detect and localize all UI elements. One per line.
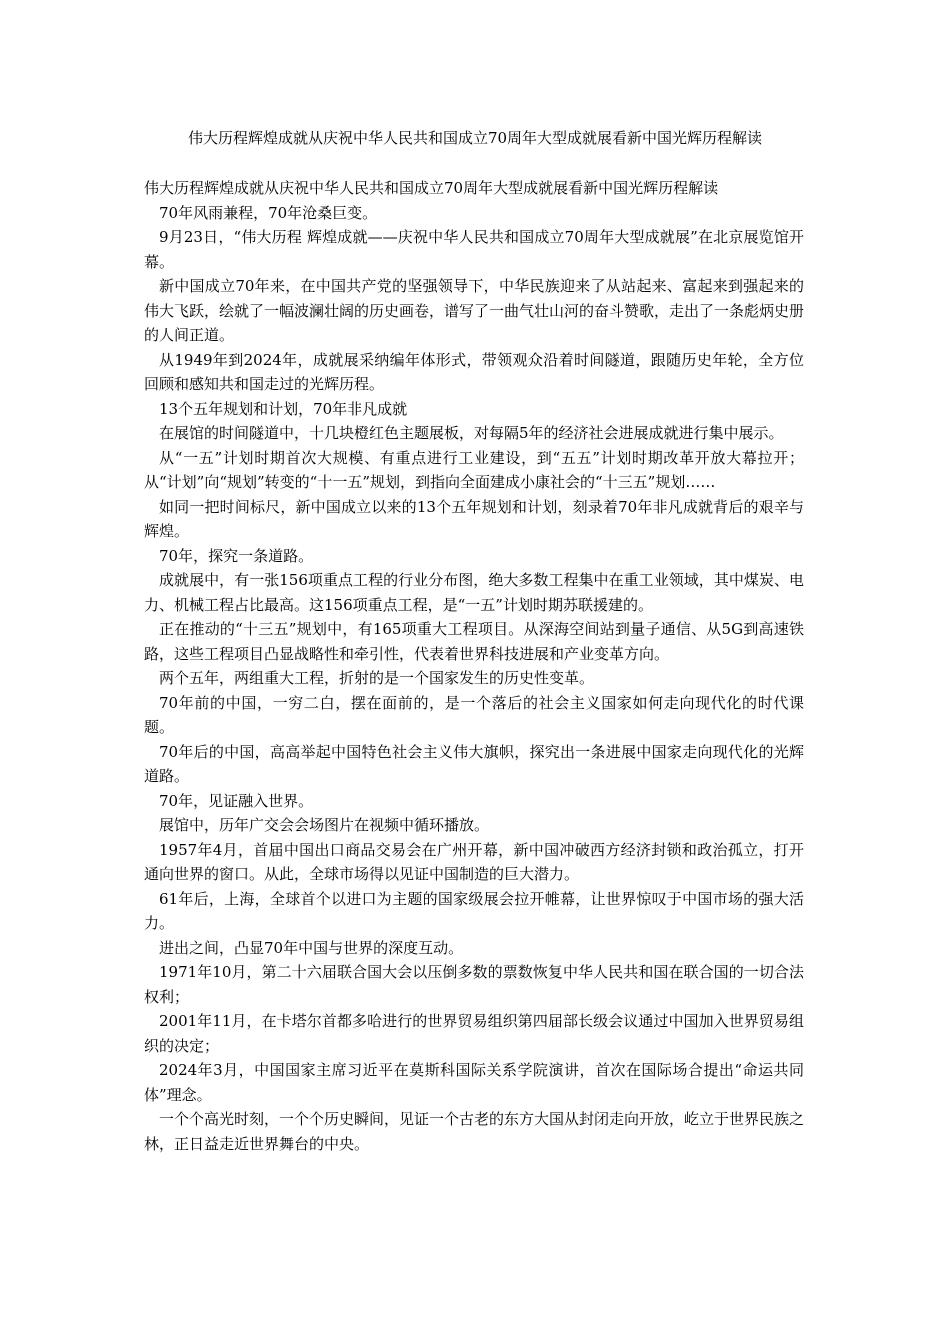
paragraph: 成就展中，有一张156项重点工程的行业分布图，绝大多数工程集中在重工业领域，其中煤炭、电力、机械工程占比最高。这156项重点工程，是“一五”计划时期苏联援建的。 — [144, 571, 804, 614]
paragraph: 进出之间，凸显70年中国与世界的深度互动。 — [159, 938, 464, 957]
paragraph: 2001年11月，在卡塔尔首都多哈进行的世界贸易组织第四届部长级会议通过中国加入世界贸易组织的决定； — [144, 1012, 804, 1055]
document-body — [144, 176, 804, 1156]
paragraph: 从1949年到2024年，成就展采纳编年体形式，带领观众沿着时间隧道，跟随历史年轮，全方位回顾和感知共和国走过的光辉历程。 — [144, 350, 804, 393]
paragraph: 70年，见证融入世界。 — [159, 791, 314, 810]
paragraph: 1971年10月，第二十六届联合国大会以压倒多数的票数恢复中华人民共和国在联合国的一切合法权利； — [144, 963, 804, 1006]
paragraph: 70年，探究一条道路。 — [159, 546, 314, 565]
paragraph: 2024年3月，中国国家主席习近平在莫斯科国际关系学院演讲，首次在国际场合提出“命运共同体”理念。 — [144, 1061, 804, 1104]
paragraph: 70年前的中国，一穷二白，摆在面前的，是一个落后的社会主义国家如何走向现代化的时代课题。 — [144, 693, 804, 736]
paragraph: 13个五年规划和计划，70年非凡成就 — [159, 399, 408, 418]
paragraph: 新中国成立70年来，在中国共产党的坚强领导下，中华民族迎来了从站起来、富起来到强起来的伟大飞跃，绘就了一幅波澜壮阔的历史画卷，谱写了一曲气壮山河的奋斗赞歌，走出了一条彪炳史册的人间正道。 — [144, 277, 805, 344]
paragraph: 1957年4月，首届中国出口商品交易会在广州开幕，新中国冲破西方经济封锁和政治孤立，打开通向世界的窗口。从此，全球市场得以见证中国制造的巨大潜力。 — [144, 840, 804, 883]
paragraph: 一个个高光时刻，一个个历史瞬间，见证一个古老的东方大国从封闭走向开放，屹立于世界民族之林，正日益走近世界舞台的中央。 — [144, 1110, 805, 1153]
document-subtitle: 伟大历程辉煌成就从庆祝中华人民共和国成立70周年大型成就展看新中国光辉历程解读 — [144, 179, 719, 197]
paragraph: 70年后的中国，高高举起中国特色社会主义伟大旗帜，探究出一条进展中国家走向现代化的光辉道路。 — [144, 742, 804, 785]
paragraph: 在展馆的时间隧道中，十几块橙红色主题展板，对每隔5年的经济社会进展成就进行集中展示。 — [159, 424, 784, 442]
paragraph: 展馆中，历年广交会会场图片在视频中循环播放。 — [159, 816, 490, 834]
paragraph: 从“一五”计划时期首次大规模、有重点进行工业建设，到“五五”计划时期改革开放大幕拉开；从“计划”向“规划”转变的“十一五”规划，到指向全面建成小康社会的“十三五”规划…… — [144, 448, 804, 491]
paragraph: 9月23日，“伟大历程 辉煌成就——庆祝中华人民共和国成立70周年大型成就展”在北京展览馆开幕。 — [144, 228, 804, 271]
paragraph: 两个五年，两组重大工程，折射的是一个国家发生的历史性变革。 — [159, 669, 595, 687]
paragraph: 70年风雨兼程，70年沧桑巨变。 — [159, 203, 378, 222]
paragraph: 正在推动的“十三五”规划中，有165项重大工程项目。从深海空间站到量子通信、从5G到高速铁路，这些工程项目凸显战略性和牵引性，代表着世界科技进展和产业变革方向。 — [144, 620, 804, 663]
paragraph: 61年后，上海，全球首个以进口为主题的国家级展会拉开帷幕，让世界惊叹于中国市场的强大活力。 — [144, 889, 804, 932]
document-title: 伟大历程辉煌成就从庆祝中华人民共和国成立70周年大型成就展看新中国光辉历程解读 — [187, 129, 763, 147]
paragraph: 如同一把时间标尺，新中国成立以来的13个五年规划和计划，刻录着70年非凡成就背后的艰辛与辉煌。 — [144, 497, 804, 540]
